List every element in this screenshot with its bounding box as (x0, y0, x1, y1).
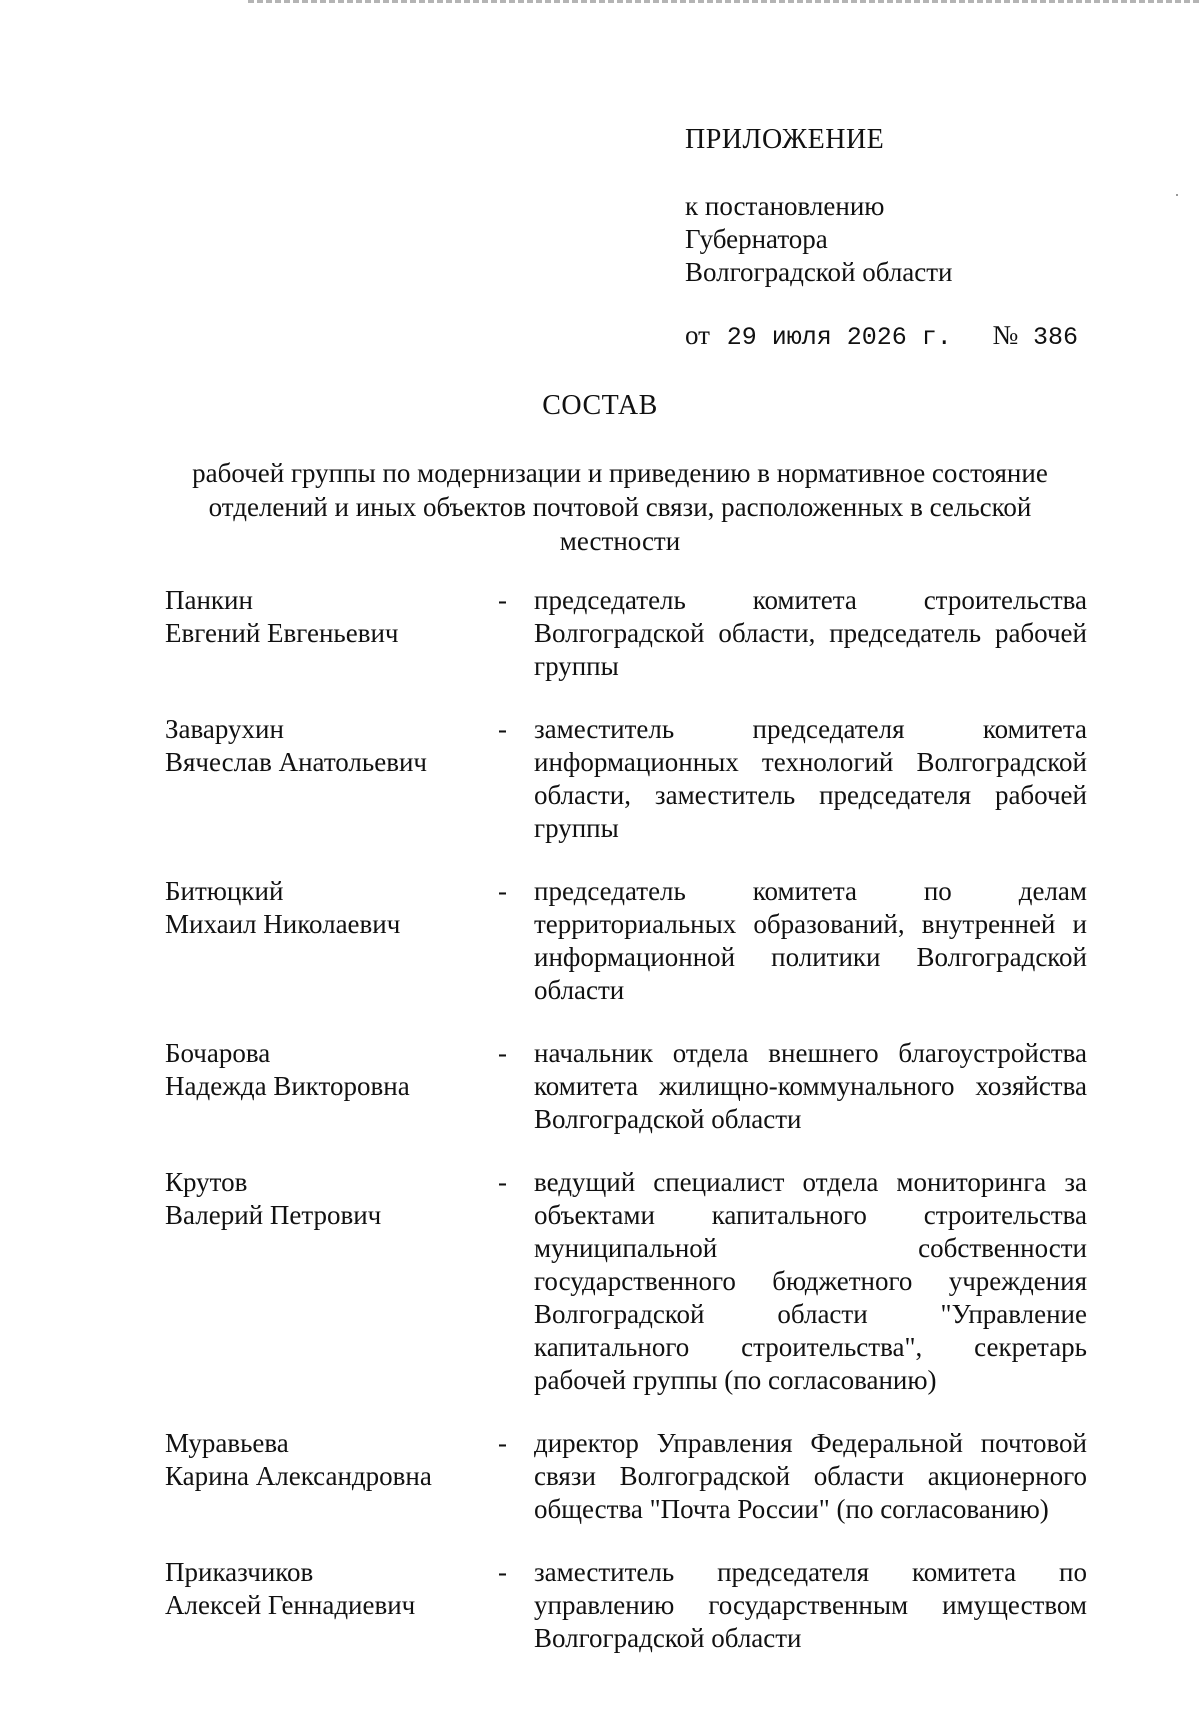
member-name (165, 1166, 465, 1232)
appendix-label: ПРИЛОЖЕНИЕ (685, 124, 885, 155)
member-name (165, 584, 465, 650)
member-dash: - (498, 876, 507, 906)
member-dash: - (498, 1167, 507, 1197)
document-subtitle: рабочей группы по модернизации и приведению в нормативное состояние отделений и иных объектов почтовой связи, расположенных в сельской местности (192, 458, 1048, 556)
member-role: начальник отдела внешнего благоустройства комитета жилищно-коммунального хозяйства Волгоградской области (534, 1038, 1087, 1134)
member-entry (165, 713, 1087, 845)
member-dash: - (498, 714, 507, 744)
reference-line: к постановлению (685, 191, 885, 221)
member-name (165, 1556, 465, 1622)
member-surname: Битюцкий (165, 876, 284, 906)
decree-date: 29 июля 2026 г. (726, 323, 952, 352)
member-dash: - (498, 585, 507, 615)
document-title: СОСТАВ (542, 390, 658, 421)
member-name (165, 1037, 465, 1103)
member-role: председатель комитета строительства Волгоградской области, председатель рабочей группы (534, 585, 1087, 681)
member-surname: Бочарова (165, 1038, 271, 1068)
member-role: заместитель председателя комитета информационных технологий Волгоградской области, заместитель председателя рабочей группы (534, 714, 1087, 843)
member-name (165, 713, 465, 779)
member-name (165, 875, 465, 941)
member-entry (165, 584, 1087, 683)
member-entry (165, 1166, 1087, 1397)
members-list (165, 584, 1087, 1685)
member-role: директор Управления Федеральной почтовой связи Волгоградской области акционерного общества "Почта России" (по согласованию) (534, 1428, 1087, 1524)
member-dash: - (498, 1557, 507, 1587)
decree-number: 386 (1033, 323, 1079, 352)
member-surname: Панкин (165, 585, 253, 615)
member-entry (165, 1556, 1087, 1655)
member-role: ведущий специалист отдела мониторинга за объектами капитального строительства муниципальной собственности государственного бюджетного учреждения Волгоградской области "Управление капитального строительства", секретарь рабочей группы (по согласованию) (534, 1167, 1087, 1395)
member-entry (165, 1037, 1087, 1136)
member-entry (165, 875, 1087, 1007)
member-surname: Муравьева (165, 1428, 289, 1458)
date-prefix: от (685, 320, 710, 350)
member-name (165, 1427, 465, 1493)
member-given-names: Михаил Николаевич (165, 909, 401, 939)
number-sign: № (992, 320, 1019, 350)
member-dash: - (498, 1428, 507, 1458)
scan-speck (1176, 194, 1178, 196)
reference-line: Волгоградской области (685, 257, 953, 287)
reference-line: Губернатора (685, 224, 828, 254)
scan-top-edge (248, 0, 1200, 3)
member-surname: Крутов (165, 1167, 248, 1197)
decree-date-line (685, 320, 1078, 352)
member-surname: Заварухин (165, 714, 284, 744)
member-given-names: Карина Александровна (165, 1461, 432, 1491)
member-surname: Приказчиков (165, 1557, 314, 1587)
member-given-names: Вячеслав Анатольевич (165, 747, 427, 777)
member-given-names: Евгений Евгеньевич (165, 618, 399, 648)
member-role: заместитель председателя комитета по управлению государственным имуществом Волгоградской области (534, 1557, 1087, 1653)
appendix-reference (685, 190, 953, 289)
member-dash: - (498, 1038, 507, 1068)
member-entry (165, 1427, 1087, 1526)
member-given-names: Надежда Викторовна (165, 1071, 410, 1101)
member-role: председатель комитета по делам территориальных образований, внутренней и информационной политики Волгоградской области (534, 876, 1087, 1005)
member-given-names: Алексей Геннадиевич (165, 1590, 416, 1620)
member-given-names: Валерий Петрович (165, 1200, 382, 1230)
